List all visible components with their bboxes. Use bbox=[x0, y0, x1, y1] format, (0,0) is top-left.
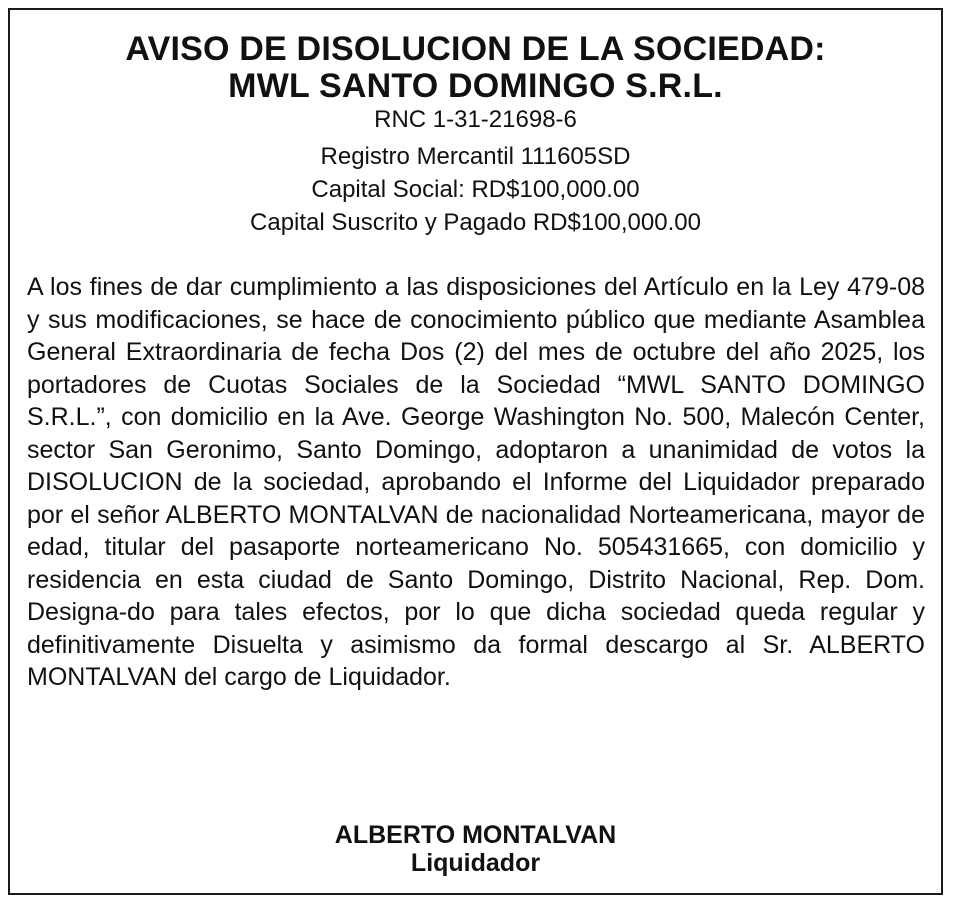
capital-suscrito-line: Capital Suscrito y Pagado RD$100,000.00 bbox=[250, 209, 701, 236]
capital-social-line: Capital Social: RD$100,000.00 bbox=[311, 176, 640, 203]
signer-role: Liquidador bbox=[410, 849, 541, 877]
notice-title-company: MWL SANTO DOMINGO S.R.L. bbox=[228, 67, 723, 105]
notice-title-line1: AVISO DE DISOLUCION DE LA SOCIEDAD: bbox=[125, 30, 826, 68]
registro-mercantil-line: Registro Mercantil 111605SD bbox=[320, 143, 631, 170]
legal-notice-box bbox=[8, 8, 943, 895]
signer-name: ALBERTO MONTALVAN bbox=[334, 821, 617, 849]
rnc-line: RNC 1-31-21698-6 bbox=[374, 106, 577, 133]
notice-body-paragraph: A los fines de dar cumplimiento a las disposiciones del Artículo en la Ley 479-08 y sus modificaciones, se hace de conocimiento público que mediante Asamblea General Extraordinaria de fecha Dos (2) del mes de octubre del año 2025, los portadores de Cuotas Sociales de la Sociedad “MWL SANTO DOMINGO S.R.L.”, con domicilio en la Ave. George Washington No. 500, Malecón Center, sector San Geronimo, Santo Domingo, adoptaron a unanimidad de votos la DISOLUCION de la sociedad, aprobando el Informe del Liquidador preparado por el señor ALBERTO MONTALVAN de nacionalidad Norteamericana, mayor de edad, titular del pasaporte norteamericano No. 505431665, con domicilio y residencia en esta ciudad de Santo Domingo, Distrito Nacional, Rep. Dom. Designa-do para tales efectos, por lo que dicha sociedad queda regular y definitivamente Disuelta y asimismo da formal descargo al Sr. ALBERTO MONTALVAN del cargo de Liquidador. bbox=[27, 273, 925, 691]
